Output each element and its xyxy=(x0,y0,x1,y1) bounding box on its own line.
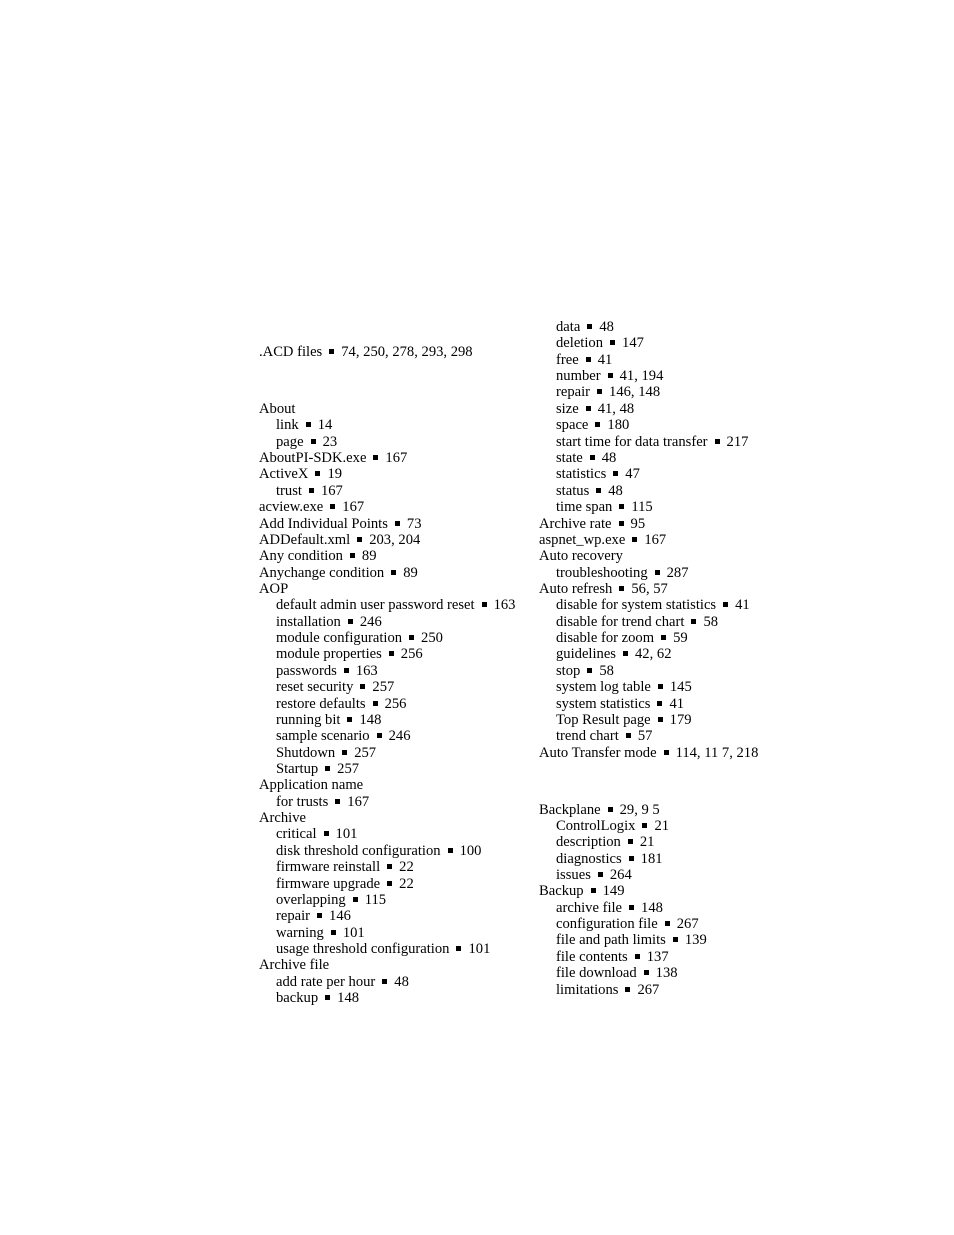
index-page-numbers: 21 xyxy=(639,834,655,850)
index-term: Auto refresh xyxy=(539,581,613,597)
index-subentry xyxy=(556,982,659,998)
index-subentry xyxy=(556,949,669,965)
index-term: for trusts xyxy=(276,794,329,810)
square-bullet-icon xyxy=(629,905,634,910)
index-term: add rate per hour xyxy=(276,974,376,990)
index-page-numbers: 41, 48 xyxy=(597,401,635,417)
index-term: repair xyxy=(556,384,591,400)
index-term: archive file xyxy=(556,900,623,916)
index-term: Shutdown xyxy=(276,745,336,761)
index-term: AboutPI-SDK.exe xyxy=(259,450,367,466)
index-subentry xyxy=(556,630,688,646)
index-subentry xyxy=(556,417,629,433)
index-subentry xyxy=(556,679,692,695)
square-bullet-icon xyxy=(306,422,311,427)
index-page-numbers: 264 xyxy=(609,867,632,883)
index-page-numbers: 42, 62 xyxy=(635,646,672,662)
index-subentry xyxy=(276,941,490,957)
square-bullet-icon xyxy=(619,521,624,526)
index-term: deletion xyxy=(556,335,604,351)
index-term: Add Individual Points xyxy=(259,516,388,532)
index-page-numbers: 257 xyxy=(337,761,360,777)
index-page-numbers: 114, 11 7, 218 xyxy=(675,745,759,761)
square-bullet-icon xyxy=(387,864,392,869)
index-term: Auto Transfer mode xyxy=(539,745,657,761)
index-page-numbers: 217 xyxy=(726,434,749,450)
index-subentry xyxy=(556,834,654,850)
square-bullet-icon xyxy=(315,471,320,476)
index-subentry xyxy=(556,597,750,613)
square-bullet-icon xyxy=(673,937,678,942)
index-term: Anychange condition xyxy=(259,565,385,581)
index-page-numbers: 138 xyxy=(655,965,678,981)
index-term: module configuration xyxy=(276,630,403,646)
square-bullet-icon xyxy=(335,799,340,804)
square-bullet-icon xyxy=(608,373,613,378)
index-page-numbers: 29, 9 5 xyxy=(619,802,660,818)
index-page-numbers: 256 xyxy=(384,696,407,712)
square-bullet-icon xyxy=(309,488,314,493)
index-page-numbers: 100 xyxy=(459,843,482,859)
index-term: time span xyxy=(556,499,613,515)
index-subentry xyxy=(276,761,359,777)
index-subentry xyxy=(276,794,369,810)
square-bullet-icon xyxy=(657,701,662,706)
index-entry xyxy=(539,745,758,761)
index-subentry xyxy=(556,565,689,581)
index-subentry xyxy=(556,434,748,450)
index-subentry xyxy=(276,696,406,712)
index-page-numbers: 163 xyxy=(493,597,516,613)
index-page-numbers: 267 xyxy=(676,916,699,932)
square-bullet-icon xyxy=(391,570,396,575)
index-term: backup xyxy=(276,990,319,1006)
index-page-numbers: 167 xyxy=(342,499,365,515)
square-bullet-icon xyxy=(661,635,666,640)
square-bullet-icon xyxy=(619,504,624,509)
index-subentry xyxy=(276,826,357,842)
square-bullet-icon xyxy=(311,439,316,444)
index-term: reset security xyxy=(276,679,354,695)
index-term: configuration file xyxy=(556,916,658,932)
square-bullet-icon xyxy=(448,848,453,853)
square-bullet-icon xyxy=(329,349,334,354)
index-term: disable for system statistics xyxy=(556,597,717,613)
index-entry xyxy=(259,810,306,826)
index-page-numbers: 167 xyxy=(385,450,408,466)
index-term: trust xyxy=(276,483,302,499)
index-page-numbers: 19 xyxy=(327,466,343,482)
square-bullet-icon xyxy=(658,717,663,722)
index-page-numbers: 246 xyxy=(359,614,382,630)
index-subentry xyxy=(556,450,616,466)
index-entry xyxy=(539,802,660,818)
index-subentry xyxy=(276,745,376,761)
index-page-numbers: 14 xyxy=(317,417,333,433)
index-term: file and path limits xyxy=(556,932,666,948)
index-term: Application name xyxy=(259,777,364,793)
square-bullet-icon xyxy=(723,602,728,607)
index-subentry xyxy=(276,663,378,679)
square-bullet-icon xyxy=(353,897,358,902)
index-term: firmware reinstall xyxy=(276,859,381,875)
index-term: Archive rate xyxy=(539,516,612,532)
square-bullet-icon xyxy=(664,750,669,755)
square-bullet-icon xyxy=(635,954,640,959)
index-subentry xyxy=(276,483,343,499)
square-bullet-icon xyxy=(596,488,601,493)
index-term: statistics xyxy=(556,466,607,482)
index-subentry xyxy=(556,646,671,662)
index-term: restore defaults xyxy=(276,696,366,712)
index-term: Backup xyxy=(539,883,584,899)
index-term: critical xyxy=(276,826,317,842)
index-page-numbers: 58 xyxy=(703,614,719,630)
index-page-numbers: 56, 57 xyxy=(631,581,668,597)
square-bullet-icon xyxy=(642,823,647,828)
index-page-numbers: 145 xyxy=(669,679,692,695)
index-subentry xyxy=(556,663,614,679)
square-bullet-icon xyxy=(317,913,322,918)
square-bullet-icon xyxy=(347,717,352,722)
index-term: system log table xyxy=(556,679,651,695)
index-subentry xyxy=(556,483,623,499)
square-bullet-icon xyxy=(344,668,349,673)
square-bullet-icon xyxy=(330,504,335,509)
index-subentry xyxy=(276,908,351,924)
index-page-numbers: 22 xyxy=(399,859,414,875)
square-bullet-icon xyxy=(382,979,387,984)
index-entry xyxy=(259,777,363,793)
index-page-numbers: 267 xyxy=(637,982,660,998)
index-term: Startup xyxy=(276,761,319,777)
index-entry xyxy=(259,581,288,597)
square-bullet-icon xyxy=(325,766,330,771)
index-page-numbers: 74, 250, 278, 293, 298 xyxy=(341,344,473,360)
index-entry xyxy=(259,532,420,548)
square-bullet-icon xyxy=(324,831,329,836)
square-bullet-icon xyxy=(626,733,631,738)
index-term: aspnet_wp.exe xyxy=(539,532,626,548)
index-subentry xyxy=(556,696,684,712)
square-bullet-icon xyxy=(658,684,663,689)
square-bullet-icon xyxy=(348,619,353,624)
index-subentry xyxy=(556,728,652,744)
square-bullet-icon xyxy=(625,987,630,992)
index-term: repair xyxy=(276,908,311,924)
index-subentry xyxy=(276,990,359,1006)
index-term: passwords xyxy=(276,663,337,679)
square-bullet-icon xyxy=(608,807,613,812)
index-page-numbers: 58 xyxy=(599,663,614,679)
index-subentry xyxy=(556,932,707,948)
index-subentry xyxy=(556,916,699,932)
index-page-numbers: 250 xyxy=(421,630,443,646)
square-bullet-icon xyxy=(395,521,400,526)
index-page-numbers: 139 xyxy=(684,932,707,948)
index-subentry xyxy=(556,499,653,515)
index-page-numbers: 41 xyxy=(735,597,750,613)
index-subentry xyxy=(556,900,663,916)
index-term: warning xyxy=(276,925,324,941)
index-page-numbers: 48 xyxy=(599,319,614,335)
index-page-numbers: 115 xyxy=(364,892,387,908)
index-page-numbers: 181 xyxy=(640,851,663,867)
index-entry xyxy=(539,548,623,564)
index-page-numbers: 203, 204 xyxy=(369,532,421,548)
index-subentry xyxy=(276,728,411,744)
index-term: data xyxy=(556,319,581,335)
index-term: disable for zoom xyxy=(556,630,655,646)
index-term: disk threshold configuration xyxy=(276,843,441,859)
index-term: limitations xyxy=(556,982,619,998)
square-bullet-icon xyxy=(331,930,336,935)
index-term: page xyxy=(276,434,304,450)
square-bullet-icon xyxy=(357,537,362,542)
index-term: stop xyxy=(556,663,581,679)
index-page-numbers: 246 xyxy=(388,728,411,744)
index-page-numbers: 22 xyxy=(399,876,414,892)
index-entry xyxy=(259,957,329,973)
square-bullet-icon xyxy=(350,553,355,558)
index-subentry xyxy=(556,614,718,630)
square-bullet-icon xyxy=(597,389,602,394)
index-page-numbers: 101 xyxy=(342,925,365,941)
index-subentry xyxy=(276,614,382,630)
square-bullet-icon xyxy=(389,651,394,656)
index-term: status xyxy=(556,483,590,499)
index-page-numbers: 41, 194 xyxy=(619,368,664,384)
index-page-numbers: 23 xyxy=(322,434,338,450)
square-bullet-icon xyxy=(586,406,591,411)
index-term: trend chart xyxy=(556,728,619,744)
square-bullet-icon xyxy=(373,455,378,460)
index-subentry xyxy=(556,867,632,883)
index-subentry xyxy=(556,384,660,400)
index-entry xyxy=(259,450,407,466)
index-term: installation xyxy=(276,614,341,630)
index-subentry xyxy=(556,335,644,351)
index-term: file contents xyxy=(556,949,628,965)
index-page-numbers: 257 xyxy=(354,745,377,761)
index-page-numbers: 163 xyxy=(355,663,378,679)
index-term: link xyxy=(276,417,299,433)
index-term: issues xyxy=(556,867,591,883)
index-entry xyxy=(259,401,295,417)
square-bullet-icon xyxy=(644,970,649,975)
index-subentry xyxy=(276,434,337,450)
index-term: file download xyxy=(556,965,637,981)
index-page-numbers: 101 xyxy=(335,826,358,842)
square-bullet-icon xyxy=(619,586,624,591)
index-term: number xyxy=(556,368,601,384)
index-term: disable for trend chart xyxy=(556,614,685,630)
index-page-numbers: 21 xyxy=(654,818,670,834)
index-subentry xyxy=(556,466,640,482)
index-subentry xyxy=(276,843,481,859)
index-page-numbers: 167 xyxy=(320,483,343,499)
index-page-numbers: 48 xyxy=(394,974,409,990)
index-subentry xyxy=(556,851,663,867)
square-bullet-icon xyxy=(587,324,592,329)
index-term: free xyxy=(556,352,579,368)
index-term: state xyxy=(556,450,583,466)
square-bullet-icon xyxy=(632,537,637,542)
index-entry xyxy=(259,466,342,482)
index-term: troubleshooting xyxy=(556,565,648,581)
index-page-numbers: 95 xyxy=(630,516,646,532)
index-term: description xyxy=(556,834,621,850)
index-subentry xyxy=(556,352,612,368)
index-page-numbers: 179 xyxy=(669,712,692,728)
square-bullet-icon xyxy=(598,872,603,877)
index-entry xyxy=(259,516,422,532)
square-bullet-icon xyxy=(387,881,392,886)
index-term: running bit xyxy=(276,712,341,728)
index-page-numbers: 180 xyxy=(607,417,630,433)
index-subentry xyxy=(276,974,409,990)
index-page-numbers: 146, 148 xyxy=(609,384,661,400)
index-subentry xyxy=(556,368,663,384)
square-bullet-icon xyxy=(587,668,592,673)
index-subentry xyxy=(276,679,394,695)
index-entry xyxy=(539,581,668,597)
square-bullet-icon xyxy=(586,357,591,362)
index-subentry xyxy=(556,401,634,417)
square-bullet-icon xyxy=(610,340,615,345)
index-term: acview.exe xyxy=(259,499,324,515)
index-page-numbers: 257 xyxy=(372,679,395,695)
index-subentry xyxy=(276,417,332,433)
index-page-numbers: 287 xyxy=(666,565,689,581)
index-page-numbers: 41 xyxy=(597,352,613,368)
index-term: module properties xyxy=(276,646,382,662)
square-bullet-icon xyxy=(691,619,696,624)
index-subentry xyxy=(276,646,423,662)
index-subentry xyxy=(556,965,678,981)
index-page-numbers: 73 xyxy=(406,516,422,532)
index-term: .ACD files xyxy=(259,344,323,360)
square-bullet-icon xyxy=(623,651,628,656)
index-page-numbers: 89 xyxy=(403,565,418,581)
index-entry xyxy=(539,516,645,532)
index-page-numbers: 149 xyxy=(602,883,625,899)
index-term: guidelines xyxy=(556,646,616,662)
square-bullet-icon xyxy=(325,995,330,1000)
index-term: Top Result page xyxy=(556,712,651,728)
index-subentry xyxy=(556,818,669,834)
index-page-numbers: 147 xyxy=(622,335,644,351)
index-page-numbers: 47 xyxy=(625,466,640,482)
square-bullet-icon xyxy=(373,701,378,706)
index-term: Archive xyxy=(259,810,307,826)
index-term: diagnostics xyxy=(556,851,622,867)
index-entry xyxy=(539,883,624,899)
index-page-numbers: 146 xyxy=(329,908,351,924)
index-term: ADDefault.xml xyxy=(259,532,351,548)
square-bullet-icon xyxy=(456,946,461,951)
index-term: firmware upgrade xyxy=(276,876,381,892)
index-entry xyxy=(259,499,364,515)
index-term: Auto recovery xyxy=(539,548,623,564)
square-bullet-icon xyxy=(482,602,487,607)
index-term: size xyxy=(556,401,579,417)
index-term: sample scenario xyxy=(276,728,370,744)
index-subentry xyxy=(276,892,386,908)
index-subentry xyxy=(276,630,443,646)
index-term: overlapping xyxy=(276,892,346,908)
index-term: Any condition xyxy=(259,548,343,564)
index-page-numbers: 167 xyxy=(347,794,370,810)
square-bullet-icon xyxy=(595,422,600,427)
index-subentry xyxy=(276,597,515,613)
square-bullet-icon xyxy=(590,455,595,460)
square-bullet-icon xyxy=(377,733,382,738)
square-bullet-icon xyxy=(715,439,720,444)
square-bullet-icon xyxy=(591,888,596,893)
index-page-numbers: 137 xyxy=(646,949,669,965)
square-bullet-icon xyxy=(360,684,365,689)
index-page-numbers: 48 xyxy=(601,450,617,466)
square-bullet-icon xyxy=(342,750,347,755)
index-page-numbers: 89 xyxy=(361,548,377,564)
square-bullet-icon xyxy=(629,856,634,861)
square-bullet-icon xyxy=(613,471,618,476)
index-term: system statistics xyxy=(556,696,651,712)
index-term: start time for data transfer xyxy=(556,434,708,450)
index-subentry xyxy=(556,712,692,728)
index-term: ControlLogix xyxy=(556,818,636,834)
index-page-numbers: 148 xyxy=(359,712,382,728)
index-term: usage threshold configuration xyxy=(276,941,450,957)
index-term: space xyxy=(556,417,589,433)
index-subentry xyxy=(276,925,365,941)
index-page-numbers: 115 xyxy=(631,499,653,515)
index-term: About xyxy=(259,401,296,417)
index-page-numbers: 41 xyxy=(669,696,685,712)
index-page-numbers: 256 xyxy=(400,646,423,662)
index-page-numbers: 101 xyxy=(468,941,491,957)
index-page-numbers: 59 xyxy=(673,630,688,646)
index-entry xyxy=(259,548,377,564)
index-page-numbers: 48 xyxy=(608,483,623,499)
index-page-numbers: 148 xyxy=(337,990,360,1006)
index-subentry xyxy=(556,319,614,335)
index-term: Backplane xyxy=(539,802,601,818)
index-entry xyxy=(259,565,418,581)
square-bullet-icon xyxy=(409,635,414,640)
index-page-numbers: 148 xyxy=(641,900,663,916)
index-term: default admin user password reset xyxy=(276,597,475,613)
index-term: Archive file xyxy=(259,957,330,973)
index-term: ActiveX xyxy=(259,466,309,482)
index-entry xyxy=(259,344,473,360)
square-bullet-icon xyxy=(665,921,670,926)
index-entry xyxy=(539,532,666,548)
index-term: AOP xyxy=(259,581,289,597)
index-subentry xyxy=(276,859,414,875)
index-page-numbers: 57 xyxy=(637,728,653,744)
index-subentry xyxy=(276,712,381,728)
square-bullet-icon xyxy=(628,839,633,844)
index-page-numbers: 167 xyxy=(644,532,667,548)
index-subentry xyxy=(276,876,414,892)
square-bullet-icon xyxy=(655,570,660,575)
